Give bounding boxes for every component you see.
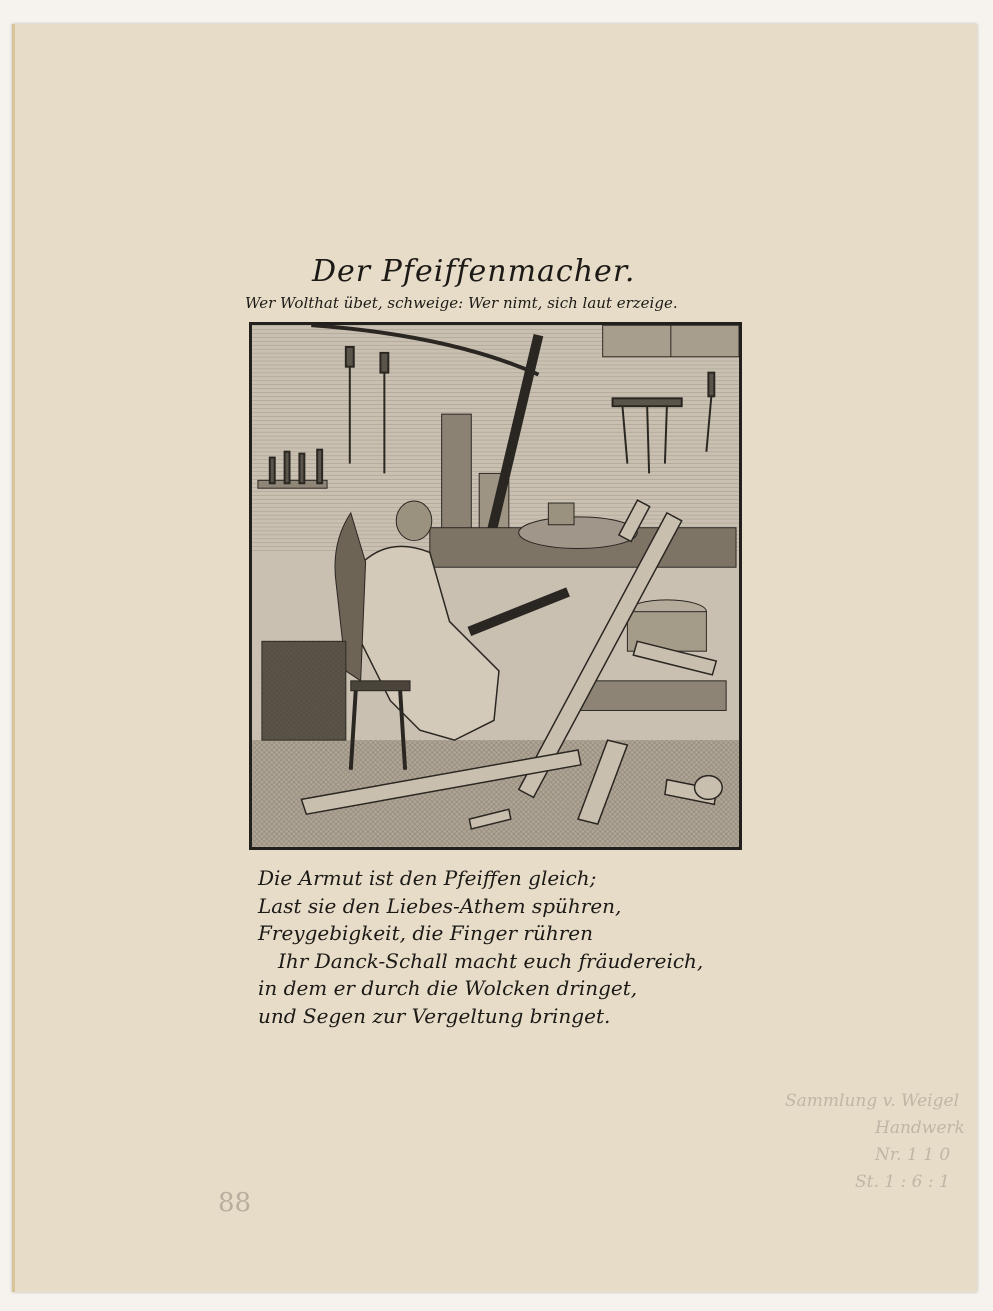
print-title: Der Pfeiffenmacher.: [312, 254, 636, 289]
verse-line: Freygebigkeit, die Finger rühren: [258, 921, 594, 945]
engraving-plate: [249, 322, 742, 850]
verse-line: in dem er durch die Wolcken dringet,: [258, 976, 638, 1000]
pencil-line: Handwerk: [875, 1118, 965, 1138]
pencil-line: Sammlung v. Weigel: [785, 1091, 960, 1111]
print-motto: Wer Wolthat übet, schweige: Wer nimt, sich laut erzeige.: [245, 294, 678, 312]
pencil-number: 88: [218, 1188, 252, 1218]
pencil-annotations: [585, 1088, 965, 1196]
verse-line: Last sie den Liebes-Athem spühren,: [258, 893, 622, 918]
pencil-line: Nr. 1 1 0: [875, 1145, 951, 1165]
engraving-workshop-illustration: [252, 325, 739, 847]
verse-block: [258, 865, 748, 1030]
front-bench: [578, 681, 726, 711]
verse-line: Die Armut ist den Pfeiffen gleich;: [258, 866, 597, 890]
pencil-line: St. 1 : 6 : 1: [855, 1172, 950, 1192]
verse-line: Ihr Danck-Schall macht euch fräudereich,: [278, 948, 704, 973]
verse-line: und Segen zur Vergeltung bringet.: [258, 1003, 611, 1028]
